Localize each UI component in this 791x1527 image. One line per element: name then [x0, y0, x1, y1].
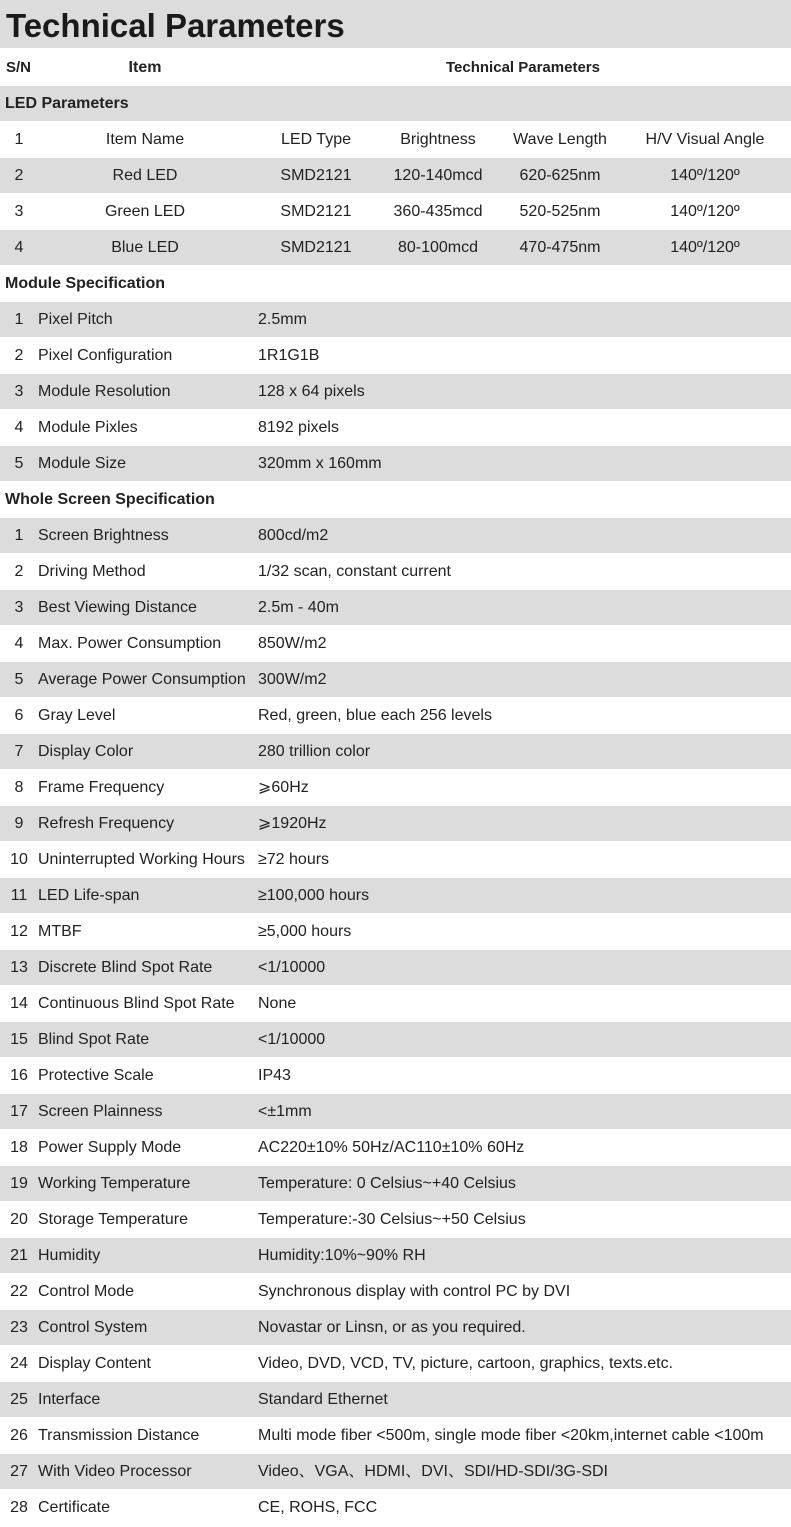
row-number: 28 — [10, 1499, 28, 1516]
row-number: 5 — [14, 455, 24, 472]
item-name: Interface — [38, 1391, 101, 1408]
table-row — [0, 554, 791, 590]
row-number: 21 — [10, 1247, 28, 1264]
item-name: Average Power Consumption — [38, 671, 246, 688]
row-number: 1 — [14, 527, 24, 544]
table-row — [0, 410, 791, 446]
item-name: Driving Method — [38, 563, 146, 580]
row-number: 18 — [10, 1139, 28, 1156]
item-name: LED Life-span — [38, 887, 140, 904]
item-value: <±1mm — [258, 1103, 312, 1120]
item-name: Max. Power Consumption — [38, 635, 222, 652]
row-number: 5 — [14, 671, 24, 688]
item-name: Storage Temperature — [38, 1211, 189, 1228]
section-title: Whole Screen Specification — [5, 491, 215, 508]
led-cell: SMD2121 — [280, 239, 352, 256]
table-row — [0, 1490, 791, 1526]
row-number: 3 — [14, 383, 24, 400]
led-cell: 140º/120º — [670, 167, 740, 184]
table-row — [0, 1166, 791, 1202]
table-row — [0, 698, 791, 734]
item-value: 300W/m2 — [258, 671, 327, 688]
row-number: 1 — [14, 311, 24, 328]
table-row — [0, 1202, 791, 1238]
item-name: Display Content — [38, 1355, 151, 1372]
table-row — [0, 842, 791, 878]
row-number: 7 — [14, 743, 24, 760]
item-value: Video、VGA、HDMI、DVI、SDI/HD-SDI/3G-SDI — [258, 1463, 608, 1480]
table-row — [0, 1418, 791, 1454]
item-value: <1/10000 — [258, 1031, 326, 1048]
header-params: Technical Parameters — [446, 59, 600, 76]
led-cell: LED Type — [281, 131, 351, 148]
row-number: 22 — [10, 1283, 28, 1300]
page-title: Technical Parameters — [0, 0, 791, 50]
table-row — [0, 230, 791, 266]
item-name: Discrete Blind Spot Rate — [38, 959, 213, 976]
item-value: Standard Ethernet — [258, 1391, 388, 1408]
table-header — [0, 50, 791, 86]
led-cell: 120-140mcd — [393, 167, 483, 184]
led-table — [0, 122, 791, 266]
item-value: 1R1G1B — [258, 347, 320, 364]
row-number: 12 — [10, 923, 28, 940]
item-name: Working Temperature — [38, 1175, 191, 1192]
item-value: Video, DVD, VCD, TV, picture, cartoon, graphics, texts.etc. — [258, 1355, 674, 1372]
led-cell: H/V Visual Angle — [645, 131, 765, 148]
row-number: 2 — [14, 347, 24, 364]
table-row — [0, 194, 791, 230]
row-number: 4 — [14, 635, 24, 652]
row-number: 25 — [10, 1391, 28, 1408]
table-row — [0, 518, 791, 554]
row-number: 1 — [14, 131, 24, 148]
table-row — [0, 950, 791, 986]
table-row — [0, 914, 791, 950]
table-row — [0, 1346, 791, 1382]
row-number: 16 — [10, 1067, 28, 1084]
item-value: 850W/m2 — [258, 635, 327, 652]
row-number: 20 — [10, 1211, 28, 1228]
item-value: 800cd/m2 — [258, 527, 329, 544]
table-row — [0, 734, 791, 770]
item-value: <1/10000 — [258, 959, 326, 976]
row-number: 24 — [10, 1355, 28, 1372]
item-name: Module Size — [38, 455, 127, 472]
led-cell: 140º/120º — [670, 239, 740, 256]
table-row — [0, 338, 791, 374]
item-name: Certificate — [38, 1499, 111, 1516]
table-row — [0, 590, 791, 626]
table-row — [0, 770, 791, 806]
item-name: Refresh Frequency — [38, 815, 175, 832]
item-value: ⩾1920Hz — [258, 815, 327, 832]
item-name: Gray Level — [38, 707, 116, 724]
section-title: Module Specification — [5, 275, 166, 292]
row-number: 15 — [10, 1031, 28, 1048]
item-value: Red, green, blue each 256 levels — [258, 707, 492, 724]
table-row — [0, 1022, 791, 1058]
table-row — [0, 1274, 791, 1310]
table-row — [0, 1382, 791, 1418]
item-value: ⩾60Hz — [258, 779, 309, 796]
led-cell: Red LED — [112, 167, 178, 184]
item-value: 2.5m - 40m — [258, 599, 339, 616]
item-value: 2.5mm — [258, 311, 307, 328]
row-number: 17 — [10, 1103, 28, 1120]
table-row — [0, 158, 791, 194]
led-cell: 140º/120º — [670, 203, 740, 220]
item-name: Module Pixles — [38, 419, 138, 436]
item-name: Protective Scale — [38, 1067, 154, 1084]
row-number: 19 — [10, 1175, 28, 1192]
item-value: 280 trillion color — [258, 743, 371, 760]
table-row — [0, 662, 791, 698]
led-cell: 520-525nm — [519, 203, 601, 220]
item-value: Novastar or Linsn, or as you required. — [258, 1319, 526, 1336]
item-value: Humidity:10%~90% RH — [258, 1247, 426, 1264]
item-name: Transmission Distance — [38, 1427, 200, 1444]
item-value: Temperature:-30 Celsius~+50 Celsius — [258, 1211, 526, 1228]
row-number: 2 — [14, 167, 24, 184]
led-cell: 620-625nm — [519, 167, 601, 184]
row-number: 4 — [14, 239, 24, 256]
table-row — [0, 1094, 791, 1130]
led-cell: 360-435mcd — [393, 203, 483, 220]
screen-table — [0, 518, 791, 1526]
led-cell: Wave Length — [513, 131, 607, 148]
item-value: Multi mode fiber <500m, single mode fiber <20km,internet cable <100m — [258, 1427, 764, 1444]
item-value: 320mm x 160mm — [258, 455, 382, 472]
section-module-specification — [0, 266, 791, 302]
led-cell: 80-100mcd — [397, 239, 479, 256]
row-number: 14 — [10, 995, 28, 1012]
table-row — [0, 446, 791, 482]
led-cell: Blue LED — [111, 239, 179, 256]
row-number: 4 — [14, 419, 24, 436]
header-item: Item — [128, 59, 162, 76]
led-cell: SMD2121 — [280, 167, 352, 184]
item-value: IP43 — [258, 1067, 291, 1084]
table-row — [0, 1058, 791, 1094]
item-value: None — [258, 995, 297, 1012]
item-value: 1/32 scan, constant current — [258, 563, 451, 580]
item-name: Blind Spot Rate — [38, 1031, 150, 1048]
item-name: Humidity — [38, 1247, 101, 1264]
item-name: Pixel Configuration — [38, 347, 173, 364]
table-row — [0, 806, 791, 842]
item-name: Screen Brightness — [38, 527, 169, 544]
led-cell: Brightness — [400, 131, 476, 148]
table-row — [0, 302, 791, 338]
item-name: Module Resolution — [38, 383, 171, 400]
item-name: Control System — [38, 1319, 148, 1336]
table-row — [0, 1130, 791, 1166]
item-name: Display Color — [38, 743, 134, 760]
row-number: 8 — [14, 779, 24, 796]
item-name: Control Mode — [38, 1283, 135, 1300]
led-cell: Green LED — [104, 203, 186, 220]
item-name: Continuous Blind Spot Rate — [38, 995, 235, 1012]
item-value: 8192 pixels — [258, 419, 339, 436]
led-cell: Item Name — [105, 131, 185, 148]
module-table — [0, 302, 791, 482]
table-row — [0, 626, 791, 662]
item-name: MTBF — [38, 923, 82, 940]
item-name: Frame Frequency — [38, 779, 165, 796]
row-number: 10 — [10, 851, 28, 868]
item-value: CE, ROHS, FCC — [258, 1499, 378, 1516]
item-value: ≥5,000 hours — [258, 923, 352, 940]
section-led-parameters — [0, 86, 791, 122]
row-number: 3 — [14, 599, 24, 616]
row-number: 11 — [10, 887, 28, 904]
item-value: ≥72 hours — [258, 851, 330, 868]
row-number: 9 — [14, 815, 24, 832]
row-number: 27 — [10, 1463, 28, 1480]
item-value: AC220±10% 50Hz/AC110±10% 60Hz — [258, 1139, 525, 1156]
item-name: Pixel Pitch — [38, 311, 113, 328]
item-value: 128 x 64 pixels — [258, 383, 365, 400]
led-cell: 470-475nm — [519, 239, 601, 256]
item-name: Best Viewing Distance — [38, 599, 197, 616]
item-name: Screen Plainness — [38, 1103, 163, 1120]
header-sn: S/N — [6, 59, 32, 76]
table-row — [0, 1454, 791, 1490]
item-value: Synchronous display with control PC by DVI — [258, 1283, 571, 1300]
table-row — [0, 986, 791, 1022]
led-cell: SMD2121 — [280, 203, 352, 220]
row-number: 2 — [14, 563, 24, 580]
row-number: 3 — [14, 203, 24, 220]
table-row — [0, 1310, 791, 1346]
row-number: 23 — [10, 1319, 28, 1336]
section-title: LED Parameters — [5, 95, 129, 112]
table-row — [0, 374, 791, 410]
item-value: ≥100,000 hours — [258, 887, 370, 904]
section-whole-screen-specification — [0, 482, 791, 518]
item-name: With Video Processor — [38, 1463, 192, 1480]
row-number: 26 — [10, 1427, 28, 1444]
item-value: Temperature: 0 Celsius~+40 Celsius — [258, 1175, 516, 1192]
row-number: 13 — [10, 959, 28, 976]
table-row — [0, 1238, 791, 1274]
item-name: Power Supply Mode — [38, 1139, 182, 1156]
table-row — [0, 122, 791, 158]
item-name: Uninterrupted Working Hours — [38, 851, 245, 868]
row-number: 6 — [14, 707, 24, 724]
table-row — [0, 878, 791, 914]
